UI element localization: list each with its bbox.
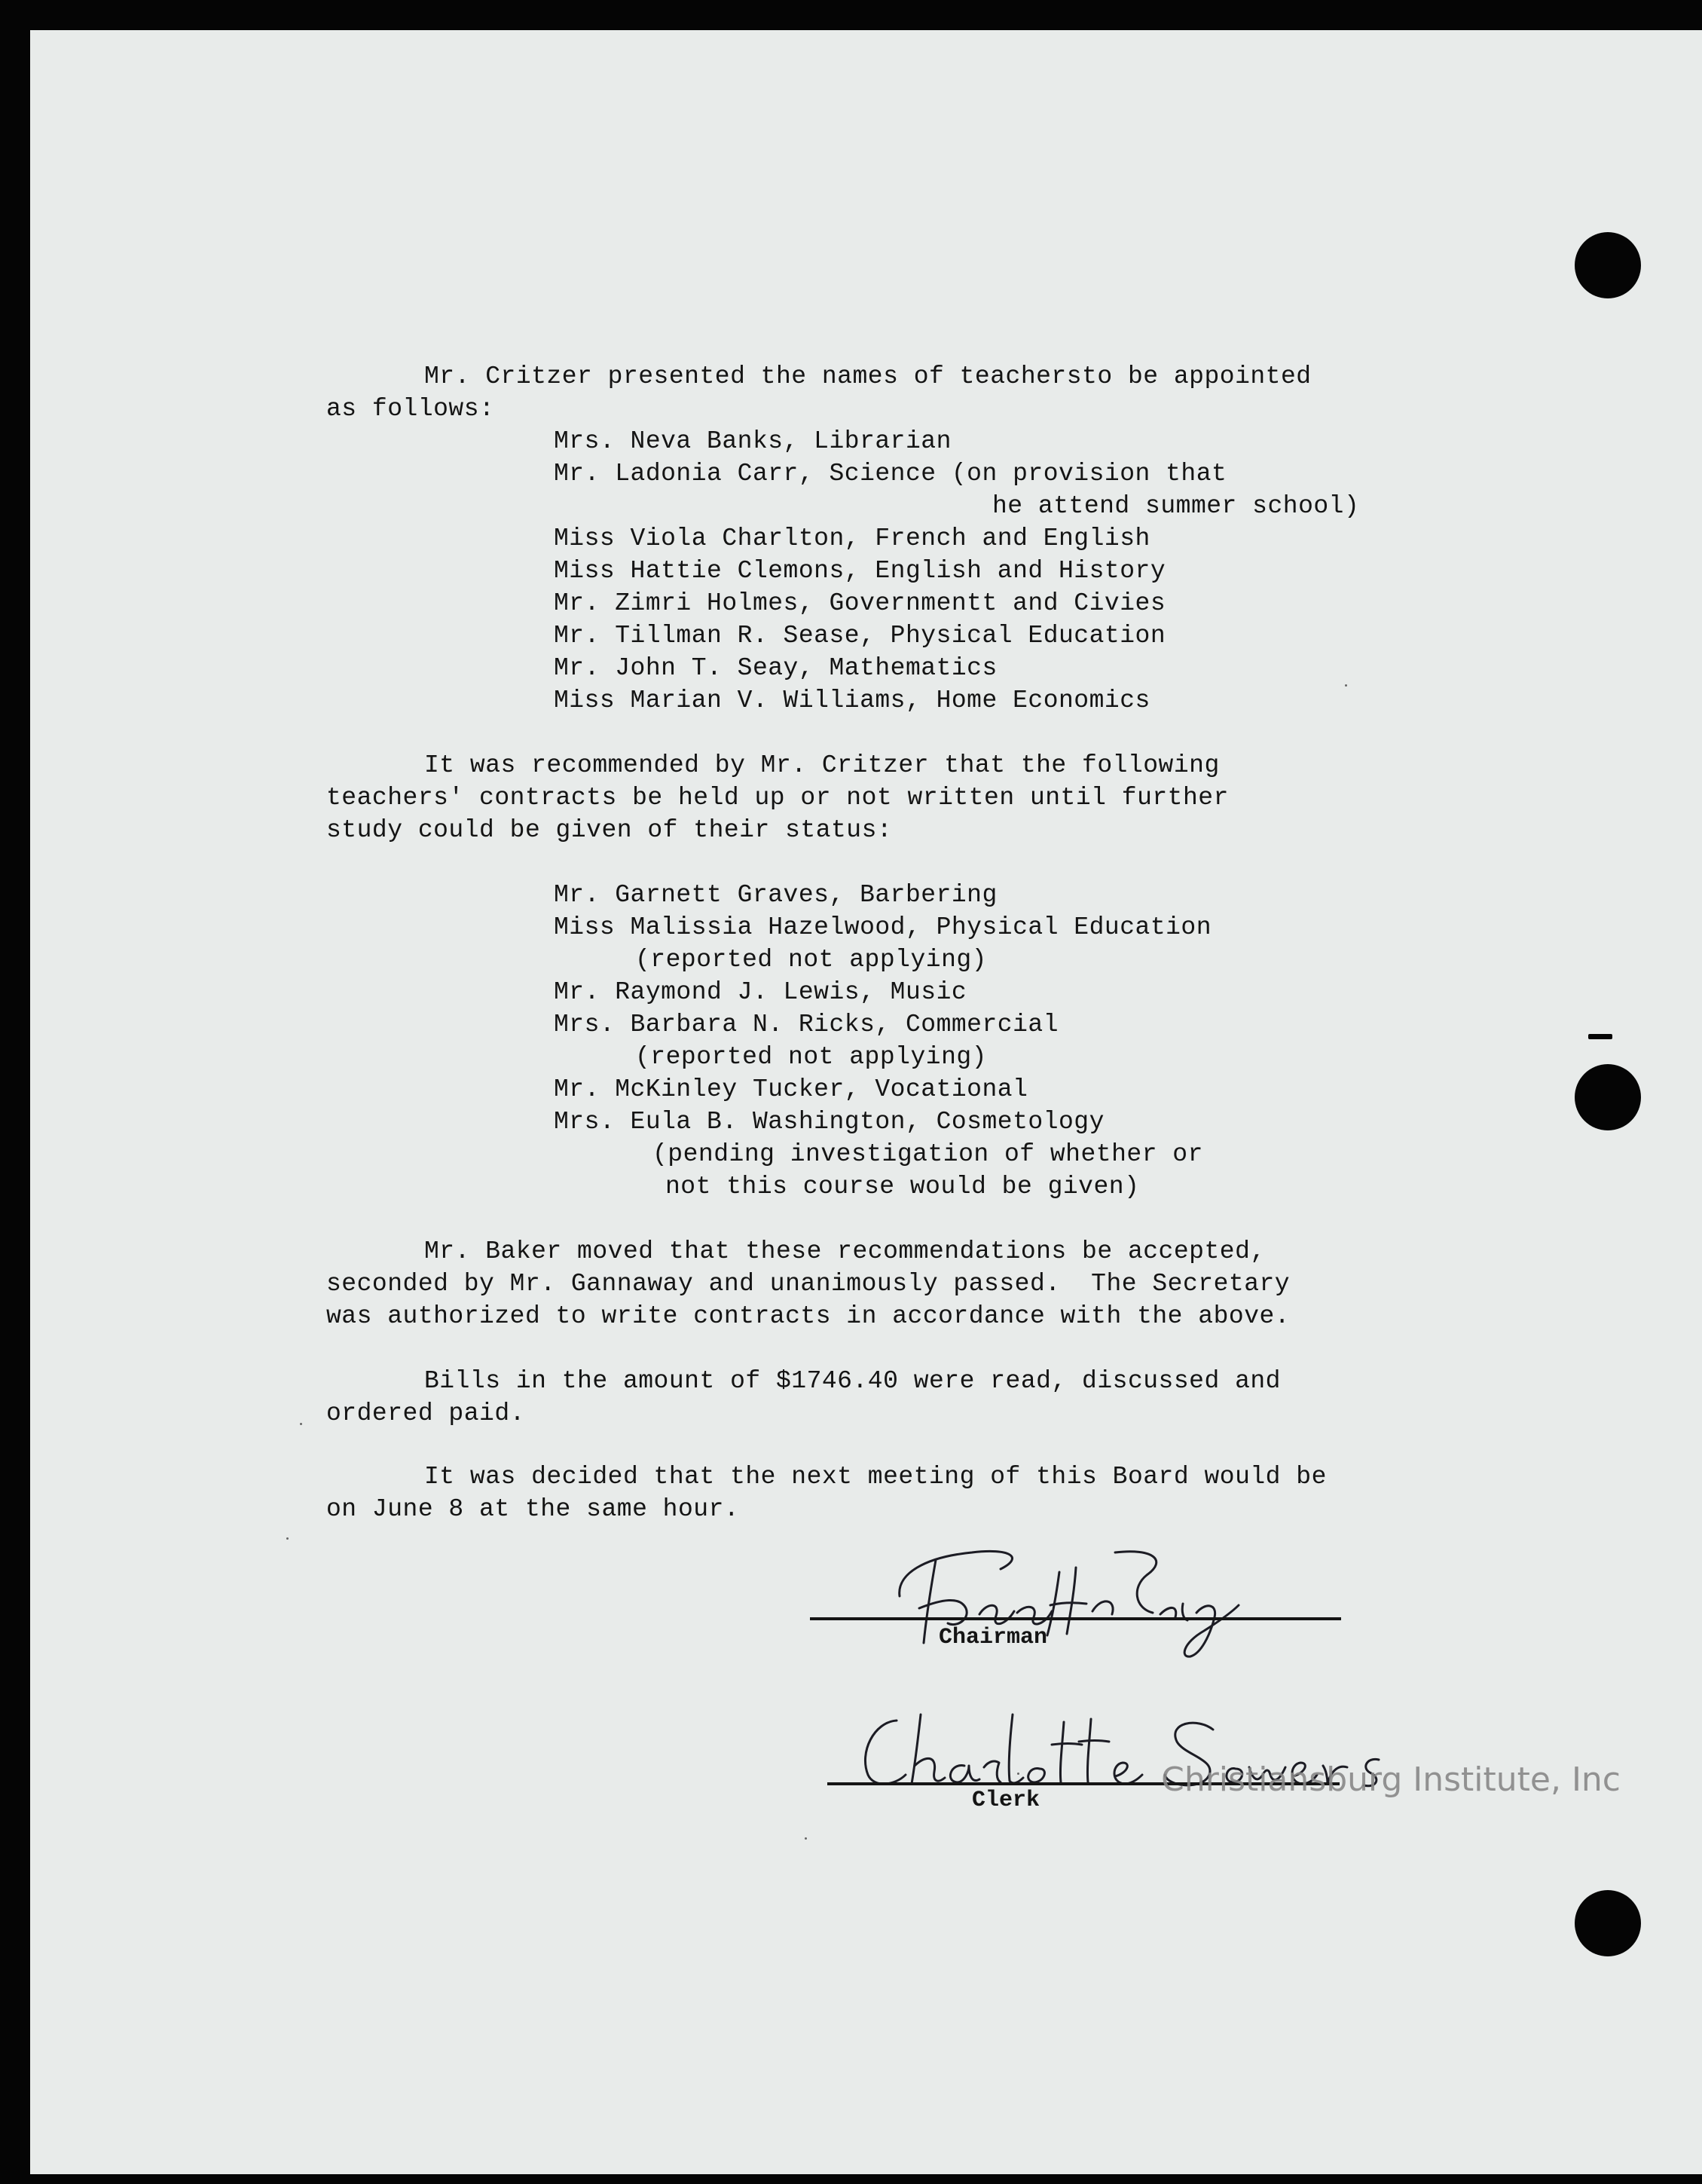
binder-hole-top	[1575, 232, 1641, 298]
paper-speck	[1345, 684, 1347, 687]
paragraph-motion-line-1: Mr. Baker moved that these recommendations be accepted,	[424, 1237, 1266, 1265]
clerk-label: Clerk	[972, 1788, 1040, 1813]
chairman-label: Chairman	[939, 1625, 1048, 1650]
list-item-held-contract-note: (reported not applying)	[635, 946, 987, 974]
paragraph-next-meeting-line-1: It was decided that the next meeting of this Board would be	[424, 1463, 1327, 1491]
list-item-appointee: Miss Viola Charlton, French and English	[554, 525, 1150, 552]
paragraph-motion-line-2: seconded by Mr. Gannaway and unanimously passed. The Secretary	[326, 1270, 1291, 1298]
list-item-appointee: Mrs. Neva Banks, Librarian	[554, 427, 952, 455]
binder-hole-bottom	[1575, 1890, 1641, 1956]
list-item-appointee: Mr. Tillman R. Sease, Physical Education	[554, 622, 1166, 650]
list-item-appointee: Miss Marian V. Williams, Home Economics	[554, 687, 1150, 714]
paragraph-bills-line-2: ordered paid.	[326, 1399, 525, 1427]
paragraph-recommendation-line-1: It was recommended by Mr. Critzer that the following	[424, 751, 1220, 779]
paper-speck	[805, 1837, 807, 1840]
paper-speck	[286, 1537, 289, 1540]
list-item-appointee: Miss Hattie Clemons, English and History	[554, 557, 1166, 585]
list-item-appointee: Mr. John T. Seay, Mathematics	[554, 654, 998, 682]
paper-speck	[300, 1423, 302, 1425]
chairman-signature-line	[810, 1617, 1341, 1620]
list-item-held-contract: Mrs. Barbara N. Ricks, Commercial	[554, 1011, 1059, 1038]
paragraph-motion-line-3: was authorized to write contracts in accordance with the above.	[326, 1302, 1291, 1330]
list-item-held-contract: Mr. McKinley Tucker, Vocational	[554, 1075, 1028, 1103]
paragraph-next-meeting-line-2: on June 8 at the same hour.	[326, 1495, 740, 1523]
list-item-held-contract-note: (reported not applying)	[635, 1043, 987, 1071]
list-item-held-contract-note: (pending investigation of whether or	[652, 1140, 1203, 1168]
list-item-held-contract: Miss Malissia Hazelwood, Physical Education	[554, 913, 1212, 941]
list-item-held-contract: Mrs. Eula B. Washington, Cosmetology	[554, 1108, 1105, 1136]
list-item-appointee: Mr. Zimri Holmes, Governmentt and Civies	[554, 589, 1166, 617]
list-item-appointee-note: he attend summer school)	[992, 492, 1360, 520]
paper-mark	[1588, 1034, 1612, 1039]
paragraph-recommendation-line-2: teachers' contracts be held up or not written until further	[326, 784, 1229, 812]
chairman-signature	[866, 1530, 1273, 1666]
paragraph-recommendation-line-3: study could be given of their status:	[326, 816, 893, 844]
watermark: Christiansburg Institute, Inc	[1161, 1760, 1621, 1799]
binder-hole-middle	[1575, 1064, 1641, 1130]
list-item-held-contract: Mr. Raymond J. Lewis, Music	[554, 978, 967, 1006]
paragraph-teachers-appointed-line-1: Mr. Critzer presented the names of teachersto be appointed	[424, 362, 1312, 390]
list-item-held-contract: Mr. Garnett Graves, Barbering	[554, 881, 998, 909]
paragraph-teachers-appointed-line-2: as follows:	[326, 395, 495, 423]
list-item-held-contract-note: not this course would be given)	[665, 1173, 1140, 1201]
paragraph-bills-line-1: Bills in the amount of $1746.40 were read, discussed and	[424, 1367, 1281, 1395]
list-item-appointee: Mr. Ladonia Carr, Science (on provision that	[554, 460, 1227, 488]
